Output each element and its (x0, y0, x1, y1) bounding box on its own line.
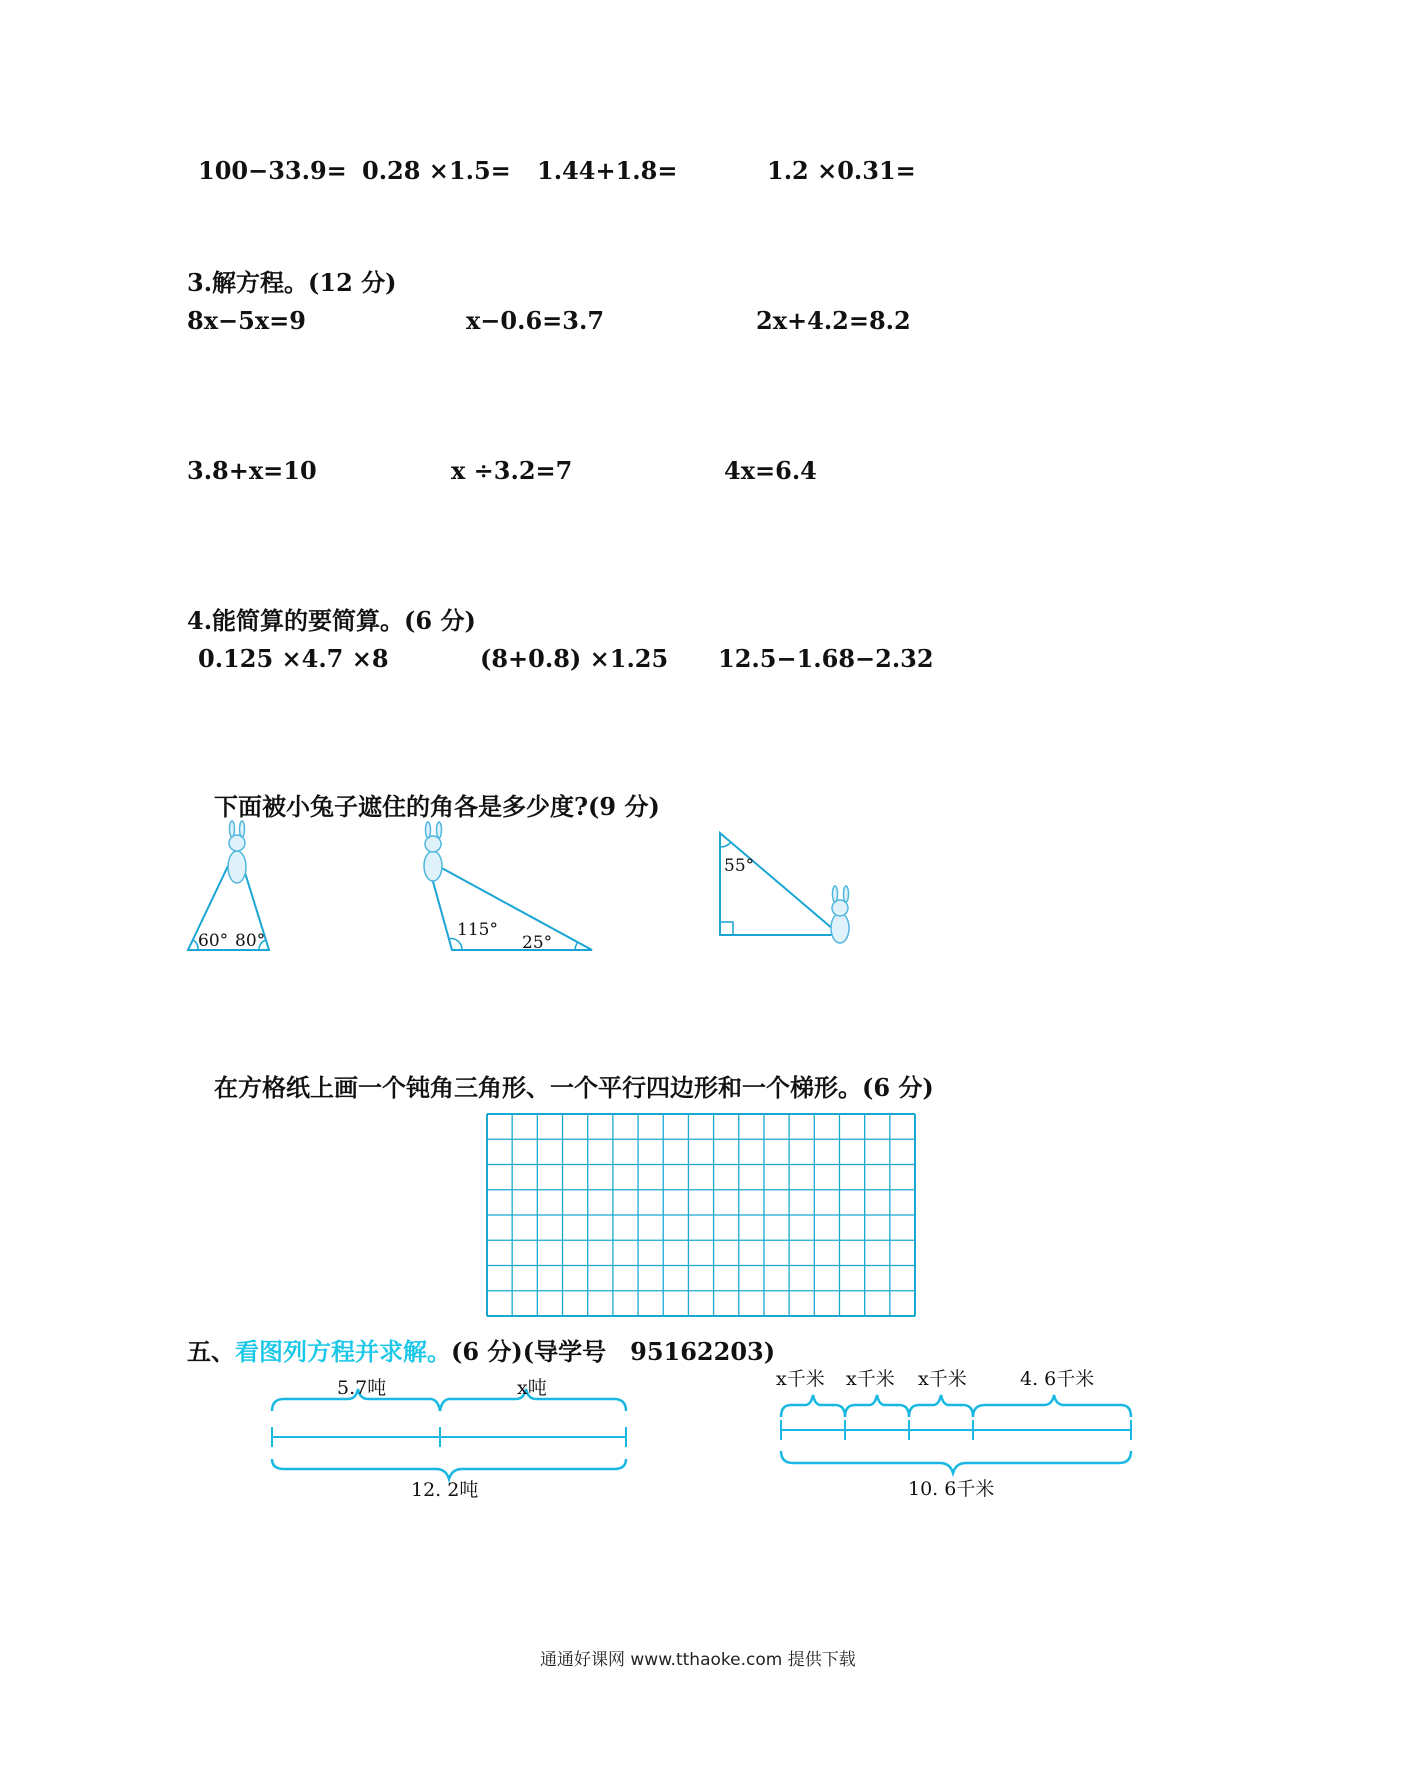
angle-label-80: 80° (235, 931, 266, 951)
angles-title: 下面被小兔子遮住的角各是多少度?(9 分) (214, 792, 660, 821)
section3-title: 3.解方程。(12 分) (187, 268, 397, 297)
angle-label-55: 55° (724, 856, 755, 876)
calc-item-3: 1.44+1.8= (537, 156, 678, 185)
square-grid[interactable] (486, 1113, 916, 1317)
section4-title: 4.能简算的要简算。(6 分) (187, 606, 476, 635)
angle-label-25: 25° (522, 933, 553, 953)
equation-3: 2x+4.2=8.2 (756, 306, 911, 335)
triangle-figure-3 (712, 828, 862, 953)
footer-text: 通通好课网 www.tthaoke.com 提供下载 (540, 1650, 856, 1670)
simplify-item-2: (8+0.8) ×1.25 (480, 644, 669, 673)
equation-6: 4x=6.4 (724, 456, 817, 485)
calc-item-1: 100−33.9= (198, 156, 347, 185)
simplify-item-3: 12.5−1.68−2.32 (718, 644, 934, 673)
angle-label-115: 115° (457, 920, 498, 940)
diagram2-top-label-1: x千米 (776, 1368, 825, 1390)
calc-item-2: 0.28 ×1.5= (362, 156, 511, 185)
diagram2-top-label-4: 4. 6千米 (1020, 1368, 1095, 1390)
angle-label-60: 60° (198, 931, 229, 951)
section5-prefix: 五、 (187, 1337, 235, 1366)
triangle-figure-2 (415, 830, 600, 955)
simplify-item-1: 0.125 ×4.7 ×8 (198, 644, 389, 673)
diagram1-top-left-label: 5.7吨 (337, 1377, 387, 1399)
diagram2-top-label-2: x千米 (846, 1368, 895, 1390)
equation-1: 8x−5x=9 (187, 306, 306, 335)
diagram2-top-label-3: x千米 (918, 1368, 967, 1390)
equation-4: 3.8+x=10 (187, 456, 317, 485)
diagram1-bottom-label: 12. 2吨 (411, 1479, 479, 1501)
rabbit-icon (424, 822, 442, 881)
grid-title: 在方格纸上画一个钝角三角形、一个平行四边形和一个梯形。(6 分) (214, 1073, 934, 1102)
rabbit-icon (228, 821, 246, 883)
triangle-figure-1 (180, 825, 290, 955)
equation-5: x ÷3.2=7 (451, 456, 573, 485)
calc-item-4: 1.2 ×0.31= (767, 156, 916, 185)
equation-2: x−0.6=3.7 (466, 306, 605, 335)
section5-title (187, 1337, 775, 1367)
rabbit-icon (831, 886, 849, 943)
section5-highlight: 看图列方程并求解。 (235, 1337, 451, 1366)
diagram2-bottom-label: 10. 6千米 (908, 1478, 995, 1500)
diagram1-top-right-label: x吨 (517, 1377, 547, 1399)
section5-suffix: (6 分)(导学号 95162203) (451, 1337, 776, 1366)
